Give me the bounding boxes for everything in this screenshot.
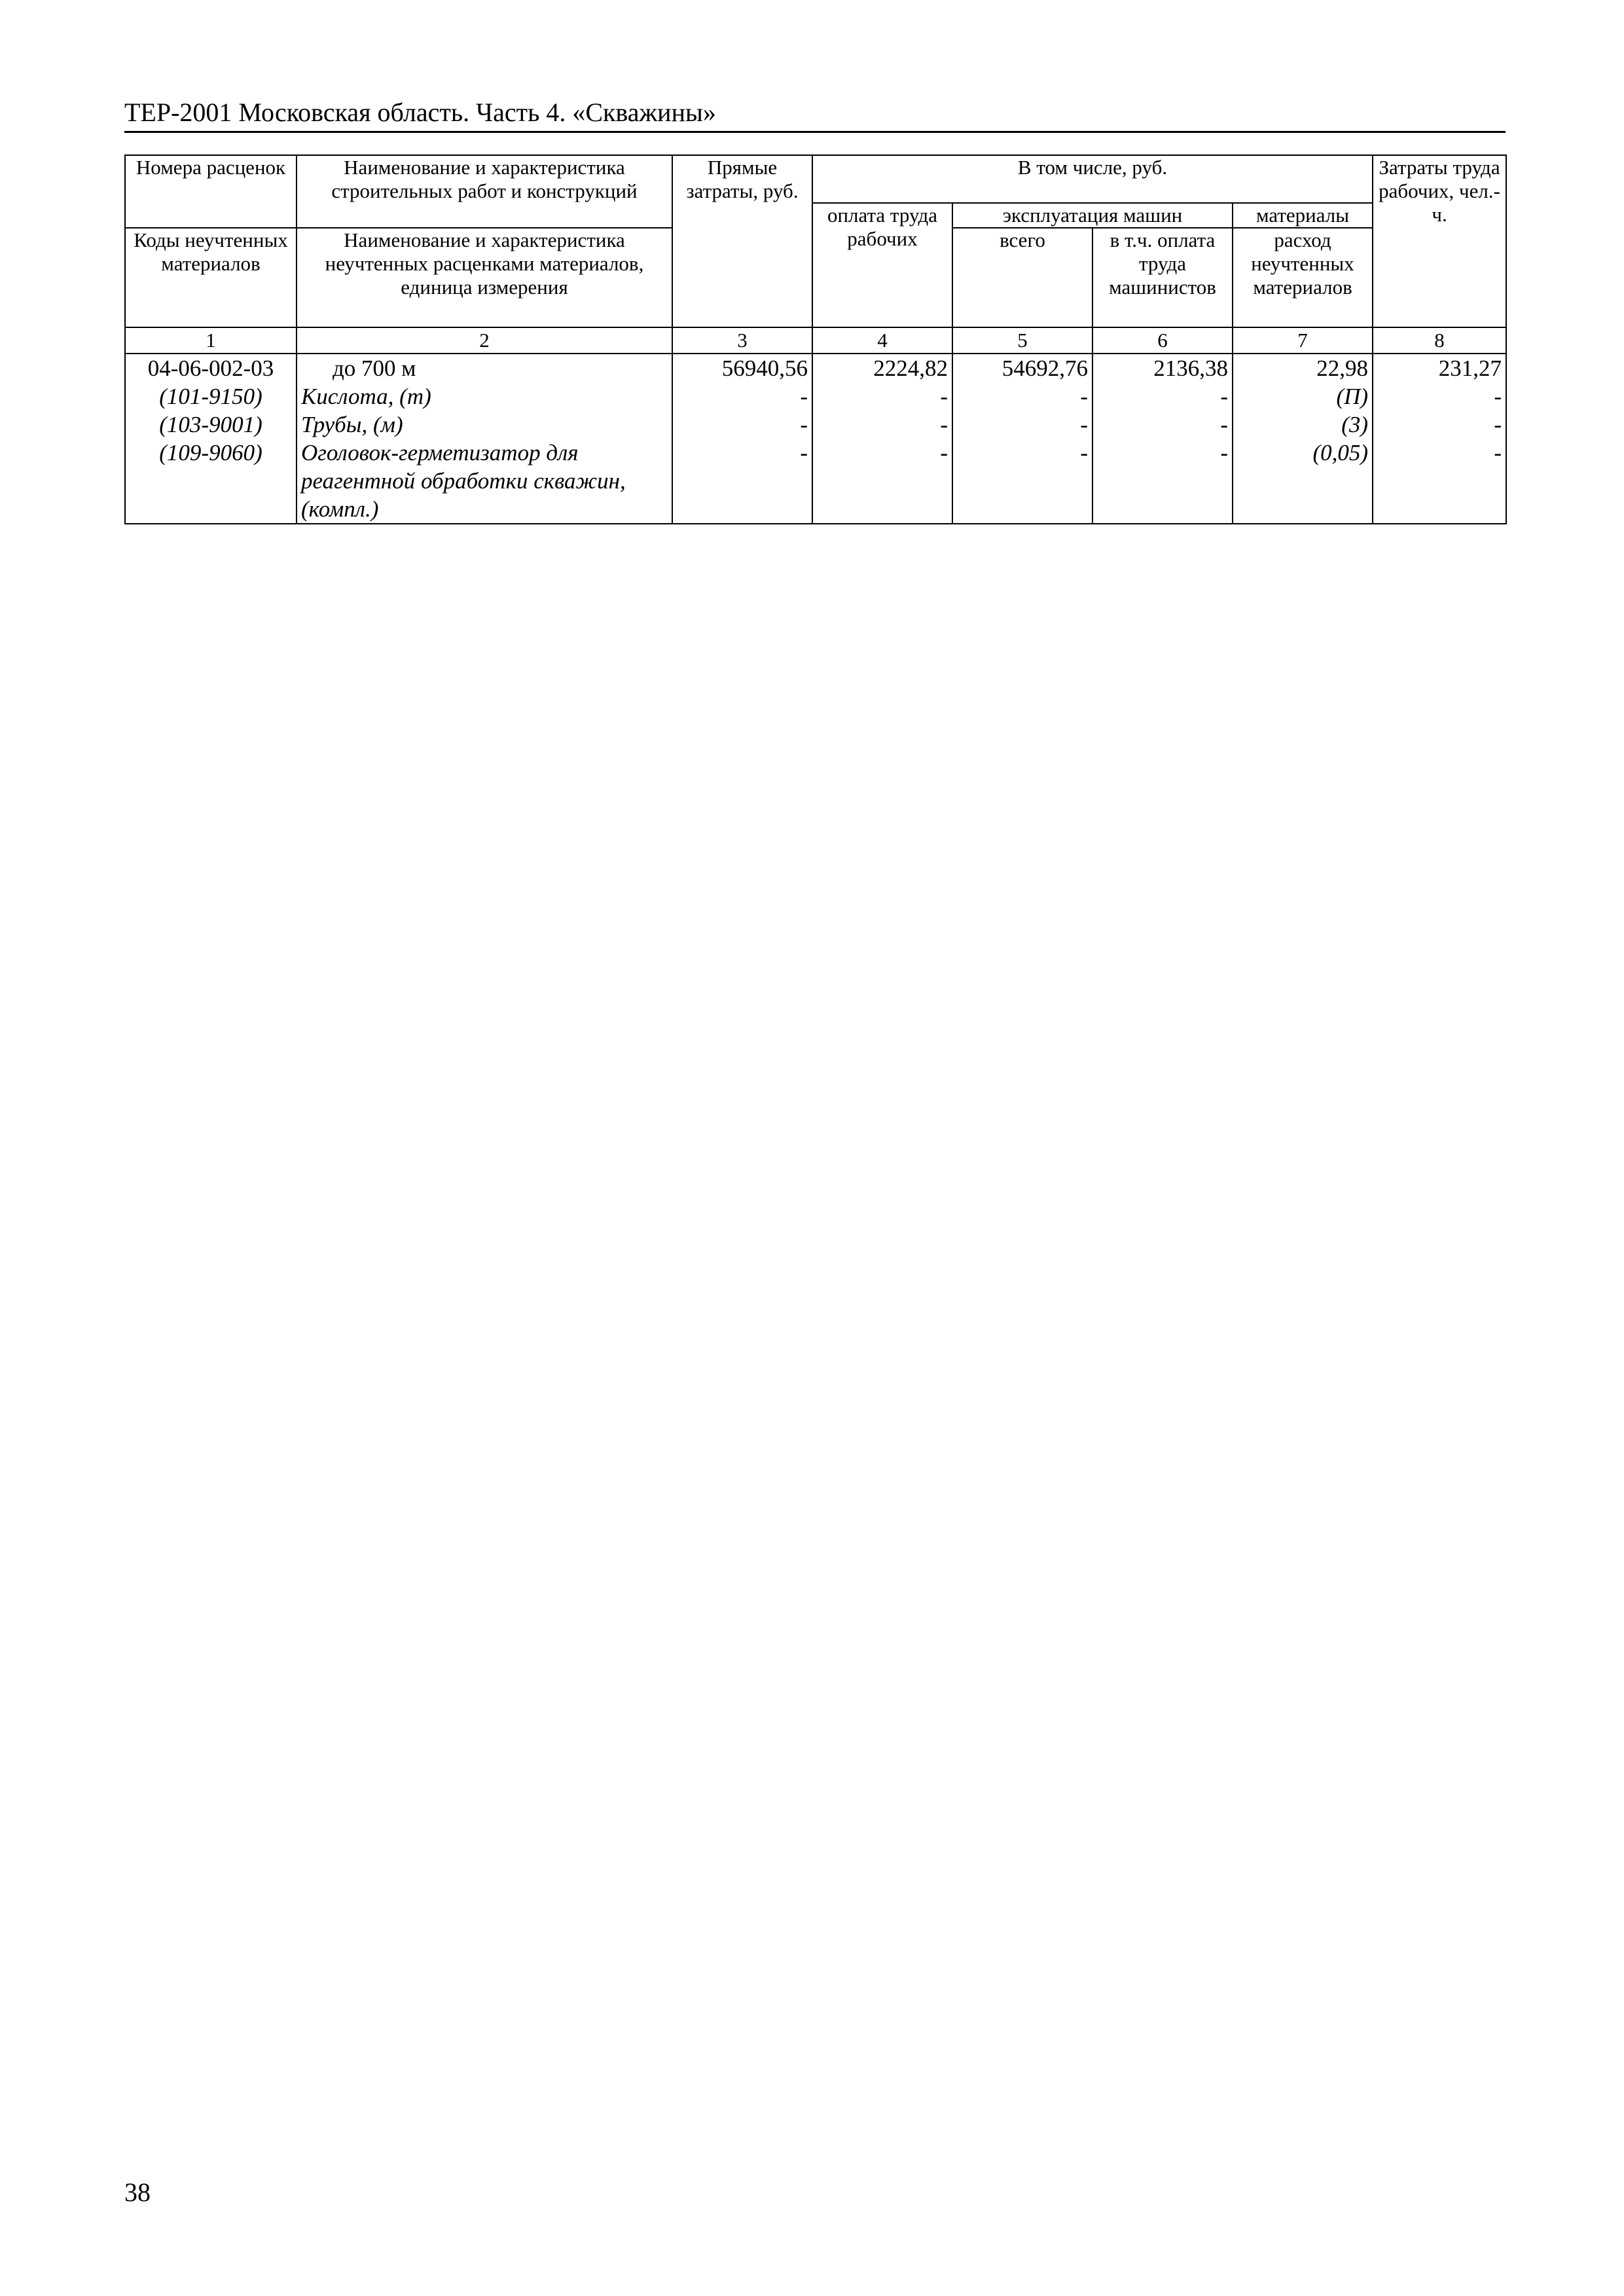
column-number-row xyxy=(125,327,1506,354)
machinist-pay-value: 2136,38 xyxy=(1092,354,1233,382)
worker-pay-value: - xyxy=(812,382,952,410)
material-row xyxy=(125,410,1506,439)
work-name: до 700 м xyxy=(297,354,672,382)
column-number: 8 xyxy=(1373,327,1506,354)
rates-table xyxy=(124,155,1507,524)
material-consumption-value: (П) xyxy=(1233,382,1373,410)
header-machine-operation: эксплуатация машин xyxy=(952,203,1233,228)
header-material-consumption: расход неучтенных материалов xyxy=(1233,228,1373,327)
header-rate-numbers: Номера расценок xyxy=(125,155,297,203)
material-consumption-value: (3) xyxy=(1233,410,1373,439)
rate-code: 04-06-002-03 xyxy=(125,354,297,382)
header-machine-total: всего xyxy=(952,228,1092,327)
machine-total-value: - xyxy=(952,439,1092,524)
labor-hours-value: - xyxy=(1373,439,1506,524)
page-number: 38 xyxy=(124,2178,151,2207)
material-row xyxy=(125,382,1506,410)
worker-pay-value: - xyxy=(812,410,952,439)
direct-costs-value: - xyxy=(672,382,812,410)
machine-total-value: - xyxy=(952,382,1092,410)
direct-costs-value: - xyxy=(672,410,812,439)
header-rule xyxy=(124,131,1506,133)
labor-hours-value: - xyxy=(1373,382,1506,410)
header-materials: материалы xyxy=(1233,203,1373,228)
worker-pay-value: - xyxy=(812,439,952,524)
direct-costs-value: 56940,56 xyxy=(672,354,812,382)
material-name: Оголовок-герметизатор для реагентной обработки скважин, (компл.) xyxy=(297,439,672,524)
material-code: (103-9001) xyxy=(125,410,297,439)
worker-pay-value: 2224,82 xyxy=(812,354,952,382)
labor-hours-value: - xyxy=(1373,410,1506,439)
machinist-pay-value: - xyxy=(1092,439,1233,524)
material-consumption-value: (0,05) xyxy=(1233,439,1373,524)
machine-total-value: - xyxy=(952,410,1092,439)
header-work-name: Наименование и характеристика строительных работ и конструкций xyxy=(297,155,672,203)
header-machinist-pay: в т.ч. оплата труда машинистов xyxy=(1092,228,1233,327)
column-number: 6 xyxy=(1092,327,1233,354)
machinist-pay-value: - xyxy=(1092,410,1233,439)
labor-hours-value: 231,27 xyxy=(1373,354,1506,382)
header-rate-numbers-cont xyxy=(125,203,297,228)
header-material-name: Наименование и характеристика неучтенных расценками материалов, единица измерения xyxy=(297,228,672,327)
material-name: Кислота, (т) xyxy=(297,382,672,410)
column-number: 5 xyxy=(952,327,1092,354)
column-number: 3 xyxy=(672,327,812,354)
header-labor-hours: Затраты труда рабочих, чел.-ч. xyxy=(1373,155,1506,327)
header-worker-pay: оплата труда рабочих xyxy=(812,203,952,327)
column-number: 1 xyxy=(125,327,297,354)
header-work-name-cont xyxy=(297,203,672,228)
machine-total-value: 54692,76 xyxy=(952,354,1092,382)
column-number: 7 xyxy=(1233,327,1373,354)
column-number: 2 xyxy=(297,327,672,354)
material-name: Трубы, (м) xyxy=(297,410,672,439)
header-direct-costs: Прямые затраты, руб. xyxy=(672,155,812,327)
machinist-pay-value: - xyxy=(1092,382,1233,410)
material-code: (101-9150) xyxy=(125,382,297,410)
materials-value: 22,98 xyxy=(1233,354,1373,382)
material-row xyxy=(125,439,1506,524)
header-material-codes: Коды неучтенных материалов xyxy=(125,228,297,327)
direct-costs-value: - xyxy=(672,439,812,524)
column-number: 4 xyxy=(812,327,952,354)
material-code: (109-9060) xyxy=(125,439,297,524)
page-header: ТЕР-2001 Московская область. Часть 4. «Скважины» xyxy=(124,98,716,127)
header-including: В том числе, руб. xyxy=(812,155,1373,203)
rate-row xyxy=(125,354,1506,382)
